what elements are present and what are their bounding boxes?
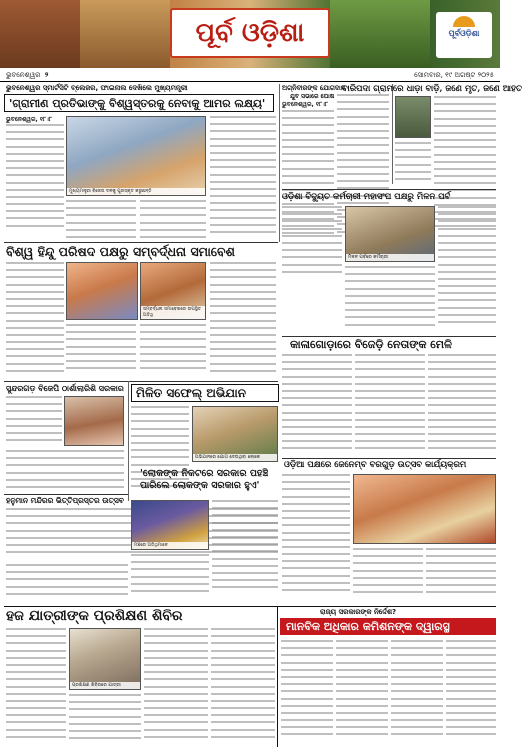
story12-text-col2 [69, 694, 141, 744]
masthead-title-box [170, 8, 330, 58]
story9-text-col2 [6, 564, 128, 604]
story4-text-col2 [345, 266, 435, 332]
story12-photo [69, 628, 141, 690]
story1-text-col1 [6, 124, 64, 234]
story6-text-col3 [428, 354, 496, 454]
story4-headline: ଓଡ଼ିଶା ବିଦ୍ୟୁତ କର୍ମଚାରୀ ମହାସଂଘ ପକ୍ଷରୁ ମିଳନ ପର୍ବ [282, 192, 451, 202]
story12-photo-caption: ପ୍ରଶିକ୍ଷଣ ଶିବିରରେ ଯାତ୍ରୀ [70, 682, 140, 690]
story13-kicker: ରାଜ୍ୟ ସରକାରଙ୍କ ନିର୍ଦ୍ଦେଶ? [320, 608, 397, 616]
story4-photo [345, 206, 435, 262]
story1-photo [66, 116, 206, 196]
story8-photo-caption: ଅଭିଯାନରେ ଯୋଗ ଦେଉଥିବା ଲୋକେ [193, 454, 277, 462]
story1-headline: 'ଗ୍ରାମୀଣ ପ୍ରତିଭାଙ୍କୁ ବିଶ୍ୱସ୍ତରକୁ ନେବାକୁ ଆମର ଲକ୍ଷ୍ୟ' [4, 94, 274, 112]
story6-headline: କାଳାଗୋଡ଼ାରେ ବିଜେଡ଼ି ନେତାଙ୍କ ମେଳି [290, 338, 452, 351]
story11-text-col1 [282, 474, 350, 602]
story1-text-col2 [66, 200, 136, 240]
dateline [0, 70, 500, 82]
story10-text-col2 [212, 500, 278, 600]
story13-headline: ମାନବିକ ଅଧିକାର କମିଶନଙ୍କ ଦ୍ୱାରସ୍ଥ [280, 618, 496, 635]
story12-text-col4 [211, 628, 275, 744]
story5-text-col4 [210, 262, 276, 378]
story2-byline: ଭୁବନେଶ୍ୱର, ୧୮।୮ [282, 101, 328, 108]
story7-text-col2 [6, 450, 124, 492]
story13-text-col3 [391, 640, 443, 744]
dateline-date: ସୋମବାର, ୧୯ ଅଗଷ୍ଟ ୨୦୨୫ [414, 71, 494, 79]
story5-photo-caption: ସମ୍ବର୍ଦ୍ଧନା ସମାବେଶରେ ଉପସ୍ଥିତ ଅତିଥି [141, 306, 205, 319]
story3-headline: ବାରିପଦା ଗ୍ରାମରେ ଧାଡ଼ା ବାଡ଼ି, ଜଣେ ମୃତ, ଜଣେ ଆହତ [342, 84, 522, 94]
story1-photo-caption: ମୁଖ୍ୟମନ୍ତ୍ରୀ ବିଜେତା ଦଳକୁ ପୁରସ୍କୃତ କରୁଛନ୍ତି [67, 188, 205, 196]
story2-kicker: ଅଗ୍ନିବୀରଙ୍କ ଯୋଗଦାନ [282, 84, 346, 92]
story10-headline: 'ଲୋକଙ୍କ ନିକଟରେ ସରକାର ପହଞ୍ଚି ପାରିଲେ ଲୋକଙ୍କ ସରକାର ହୁଏ' [140, 468, 269, 491]
story7-headline: ସୁନ୍ଦରଗଡ଼ ବିଜେପି ଠାର୍ଶାଲାରିଶି ସରକାର [6, 383, 124, 393]
story4-text-col1 [282, 206, 342, 280]
story11-headline: ଓଡ଼ିଆ ପକ୍ଷରେ ଜେନେମ୍ବ ବରଗୁଡ଼ ଉତ୍ସବ କାର୍ଯ୍ୟକ୍ରମ [284, 460, 467, 470]
story9-headline: ହନୁମାନ ମନ୍ଦିରର ଭିତ୍ତିପ୍ରସ୍ତର ଉତ୍ସବ [6, 496, 124, 505]
story4-photo-caption: ମିଳନ ପର୍ବରେ କର୍ମଚାରୀ [346, 254, 434, 262]
story12-text-col3 [144, 628, 208, 744]
story5-headline: ବିଶ୍ୱ ହିନ୍ଦୁ ପରିଷଦ ପକ୍ଷରୁ ସମ୍ବର୍ଦ୍ଧନା ସମାବେଶ [6, 244, 235, 259]
story11-text-col2 [353, 548, 423, 602]
page-number: ୨ [44, 71, 49, 79]
story1-text-col3 [140, 200, 206, 240]
story2-byline-wrap [282, 101, 334, 108]
story7-portrait [64, 396, 124, 446]
story13-text-col1 [281, 640, 333, 744]
story5-text-col1 [6, 262, 64, 378]
story6-text-col2 [355, 354, 425, 454]
story1-kicker: ଭୁବନେଶ୍ୱର ସ୍ମାର୍ଟସିଟି ବ୍ଲେଜର, ଫାଇନାଲ ଦେଖିଲେ ମୁଖ୍ୟମନ୍ତ୍ରୀ [6, 84, 188, 92]
story3-text-col1 [395, 142, 431, 186]
story10-photo-caption: ମଞ୍ଚରେ ଅତିଥିମାନେ [132, 542, 208, 550]
story13-text-col2 [336, 640, 388, 744]
story5-text-col2 [66, 324, 136, 378]
story5-photo2 [140, 262, 206, 320]
story3-portrait [395, 96, 431, 138]
newspaper-logo [436, 12, 492, 58]
story5-photo1 [66, 262, 138, 320]
story4-text-col3 [438, 206, 496, 332]
story12-headline: ହଜ ଯାତ୍ରୀଙ୍କ ପ୍ରଶିକ୍ଷଣ ଶିବିର [6, 608, 183, 624]
sun-logo-icon [453, 16, 475, 27]
newspaper-title: ପୂର୍ବ ଓଡ଼ିଶା [195, 17, 305, 48]
story8-headline: ମିଳିତ ସଫେଲ୍ ଅଭିଯାନ [131, 384, 279, 402]
story10-text-col1 [131, 554, 209, 602]
story11-text-col3 [426, 548, 496, 602]
story13-text-col4 [446, 640, 496, 744]
dateline-city: ଭୁବନେଶ୍ୱର ୨ [6, 71, 49, 79]
story10-photo [131, 500, 209, 550]
story1-text-col4 [210, 116, 276, 240]
story2-subkicker: ଯୁବ ସଭାରେ ଘୋଷ [290, 93, 335, 100]
logo-text: ପୂର୍ବଓଡ଼ିଶା [448, 29, 480, 38]
story5-text-col3 [140, 324, 206, 378]
masthead [0, 0, 500, 68]
story1-byline: ଭୁବନେଶ୍ୱର, ୧୮।୮ [6, 116, 52, 123]
story8-photo [192, 406, 278, 462]
story6-text-col1 [282, 354, 352, 454]
story12-text-col1 [6, 628, 66, 744]
story7-text-col1 [6, 396, 62, 446]
story11-photo [353, 474, 496, 544]
